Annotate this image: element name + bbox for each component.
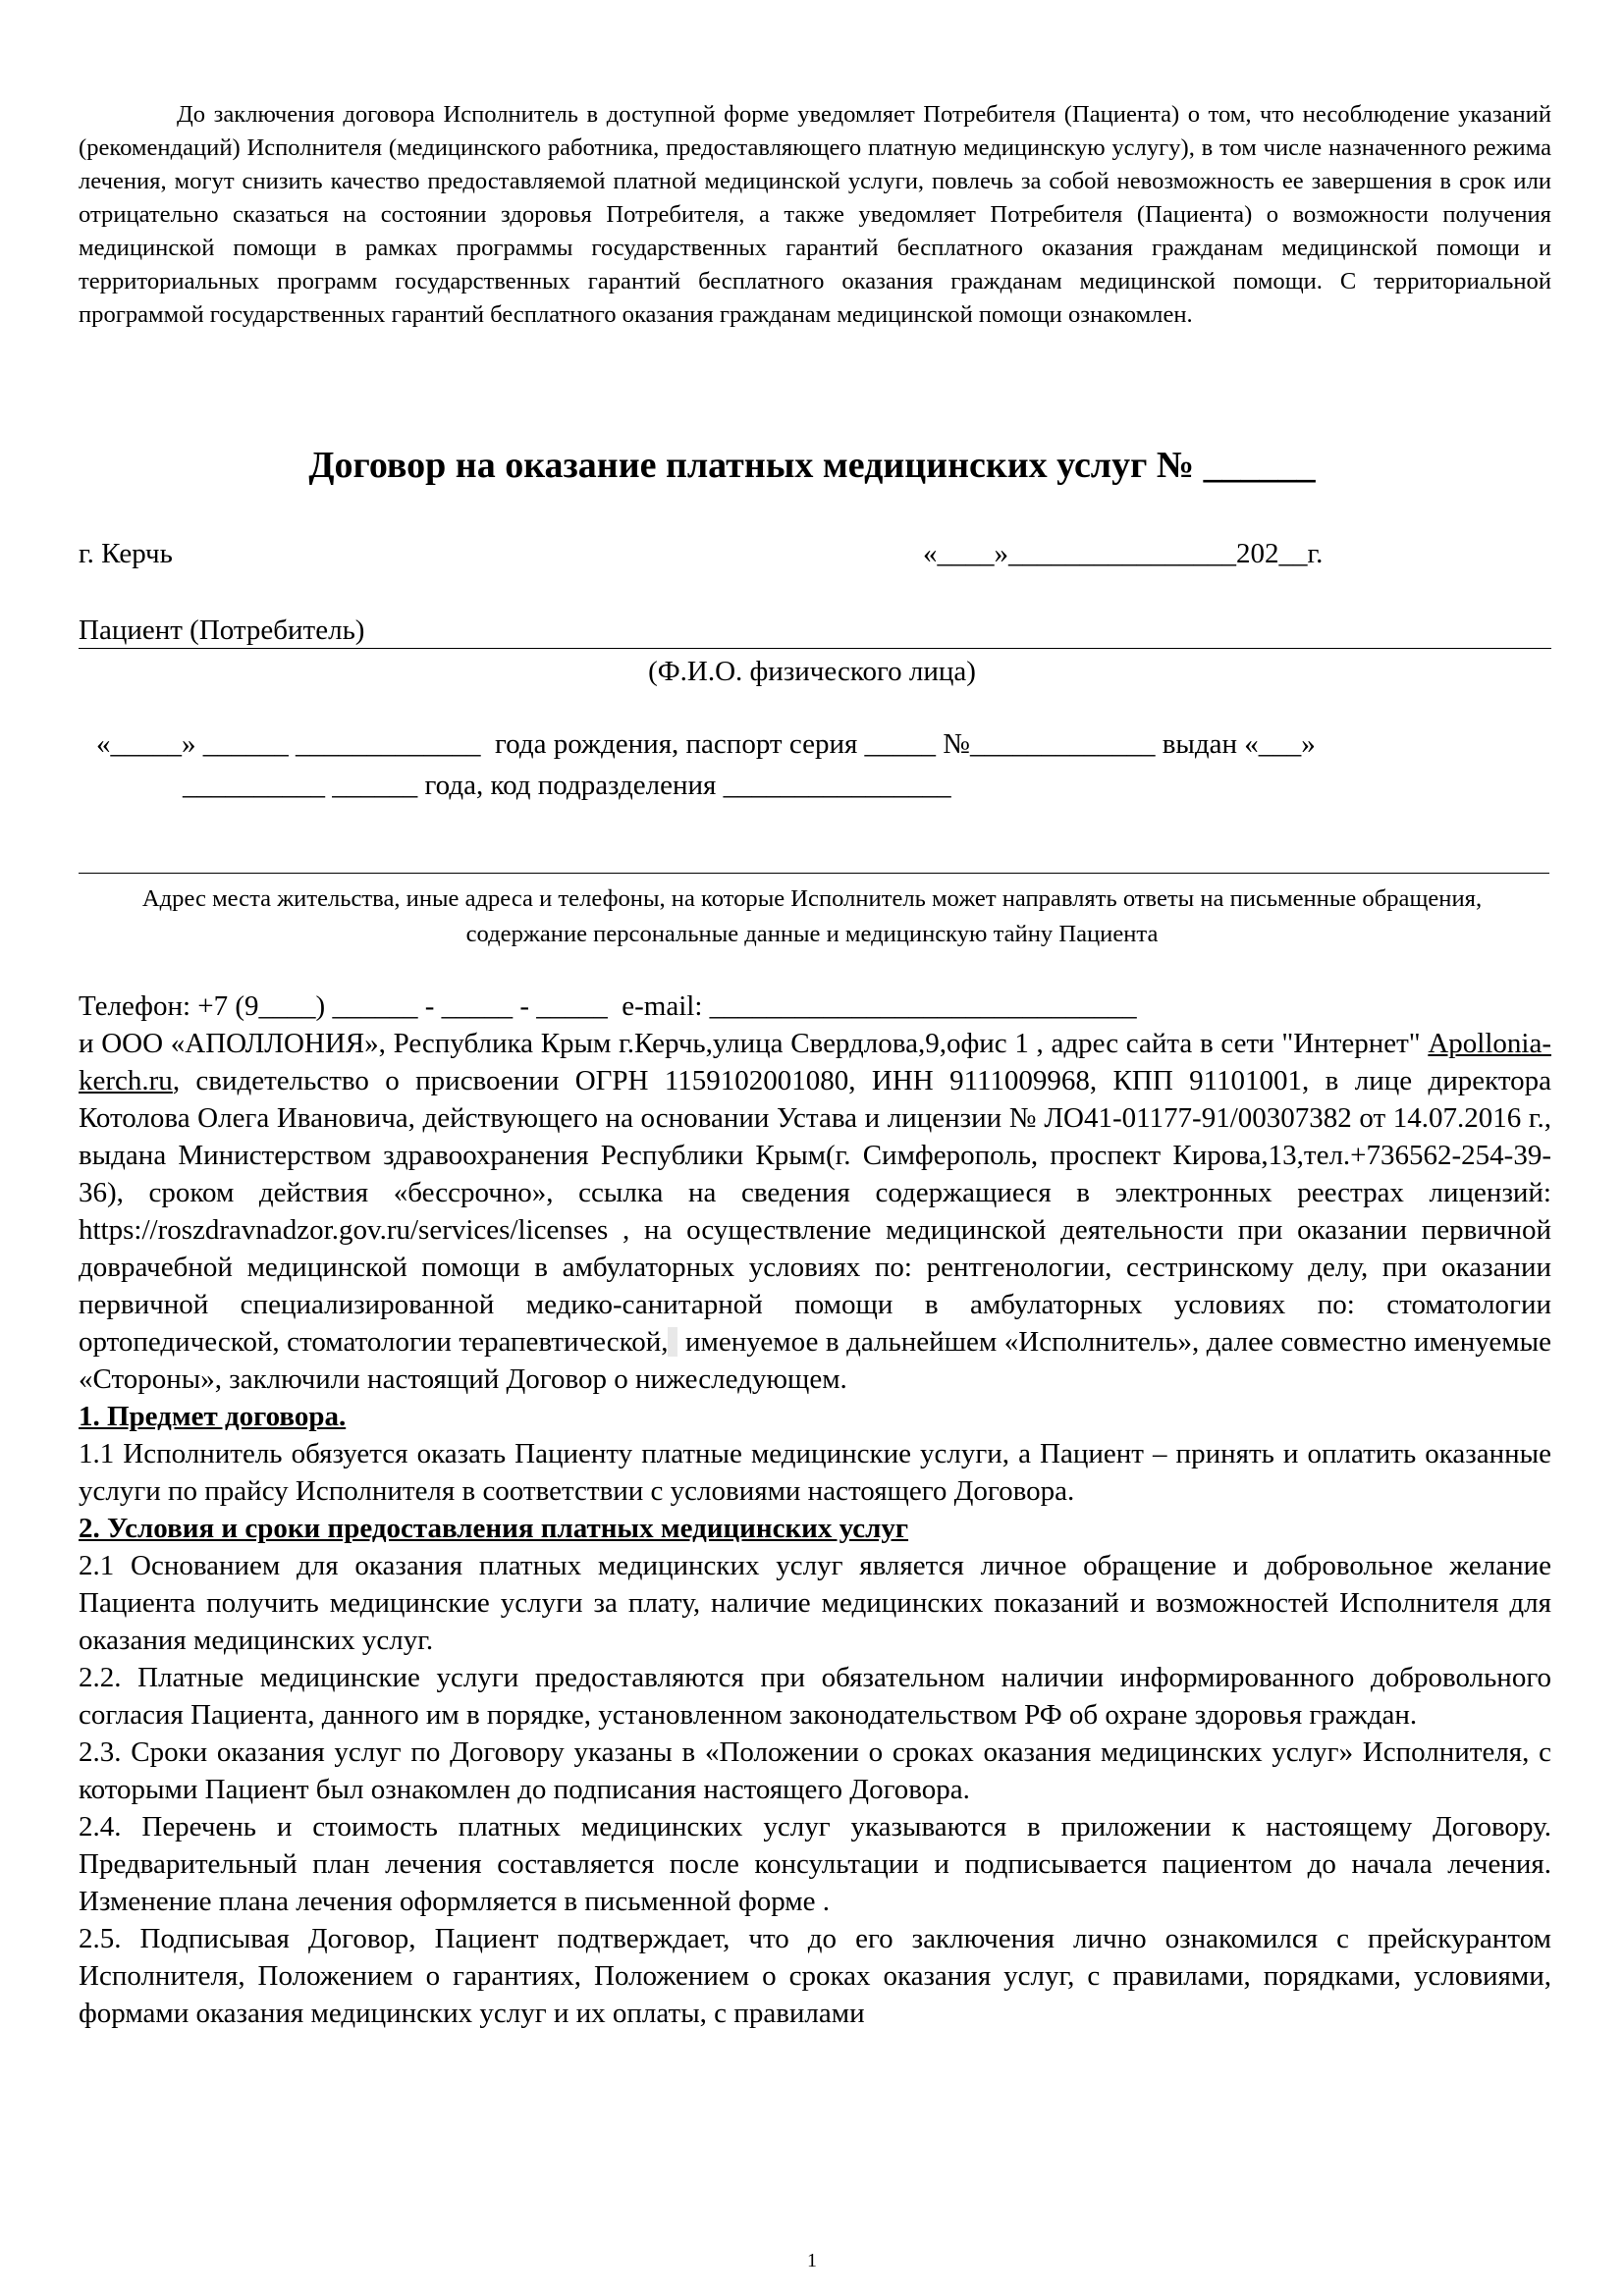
clause-2-1: 2.1 Основанием для оказания платных медицинских услуг является личное обращение и добровольное желание Пациента получить медицинские услуги за плату, наличие медицинских показаний и возможностей Исполнителя для оказания медицинских услуг. bbox=[79, 1550, 1551, 1656]
executor-text-3: именуемое в дальнейшем «Исполнитель», далее совместно именуемые «Стороны», заключили настоящий Договор о нижеследующем. bbox=[79, 1326, 1551, 1395]
patient-label: Пациент (Потребитель) bbox=[79, 614, 365, 646]
section-1-heading: 1. Предмет договора. bbox=[79, 1401, 347, 1432]
contract-title: Договор на оказание платных медицинских услуг № ______ bbox=[308, 445, 1316, 486]
birth-passport-line: «_____» ______ _____________ года рождения, паспорт серия _____ №_____________ выдан «___» bbox=[96, 728, 1316, 760]
address-caption: Адрес места жительства, иные адреса и телефоны, на которые Исполнитель может направлять ответы на письменные обращения, содержание персональные данные и медицинскую тайну Пациента bbox=[141, 885, 1483, 947]
fio-caption: (Ф.И.О. физического лица) bbox=[648, 656, 976, 687]
clause-2-5: 2.5. Подписывая Договор, Пациент подтверждает, что до его заключения лично ознакомился с прейскурантом Исполнителя, Положением о гарантиях, Положением о сроках оказания услуг, с правилами, порядками, условиями, формами оказания медицинских услуг и их оплаты, с правилами bbox=[79, 1923, 1551, 2029]
highlight-mark bbox=[668, 1327, 677, 1357]
clause-2-4: 2.4. Перечень и стоимость платных медицинских услуг указываются в приложении к настоящему Договору. Предварительный план лечения составляется после консультации и подписывается пациентом до начала лечения. Изменение плана лечения оформляется в письменной форме . bbox=[79, 1811, 1551, 1917]
clause-1-1: 1.1 Исполнитель обязуется оказать Пациенту платные медицинские услуги, а Пациент – принять и оплатить оказанные услуги по прайсу Исполнителя в соответствии с условиями настоящего Договора. bbox=[79, 1438, 1551, 1507]
executor-text-1: и ООО «АПОЛЛОНИЯ», Республика Крым г.Керчь,улица Свердлова,9,офис 1 , адрес сайта в сети "Интернет" bbox=[79, 1028, 1429, 1059]
clause-2-3: 2.3. Сроки оказания услуг по Договору указаны в «Положении о сроках оказания медицинских услуг» Исполнителя, с которыми Пациент был ознакомлен до подписания настоящего Договора. bbox=[79, 1736, 1551, 1805]
contract-body bbox=[79, 988, 1551, 2032]
phone-email-line: Телефон: +7 (9____) ______ - _____ - _____ e-mail: ______________________________ bbox=[79, 990, 1137, 1022]
clause-2-2: 2.2. Платные медицинские услуги предоставляются при обязательном наличии информированного добровольного согласия Пациента, данного им в порядке, установленном законодательством РФ об охране здоровья граждан. bbox=[79, 1662, 1551, 1731]
contract-date-field: «____»________________202__г. bbox=[923, 538, 1324, 569]
page-number: 1 bbox=[807, 2250, 817, 2271]
intro-paragraph: До заключения договора Исполнитель в доступной форме уведомляет Потребителя (Пациента) о том, что несоблюдение указаний (рекомендаций) Исполнителя (медицинского работника, предоставляющего платную медицинскую услугу), в том числе назначенного режима лечения, могут снизить качество предоставляемой платной медицинской услуги, повлечь за собой невозможность ее завершения в срок или отрицательно сказаться на состоянии здоровья Потребителя, а также уведомляет Потребителя (Пациента) о возможности получения медицинской помощи в рамках программы государственных гарантий бесплатного оказания гражданам медицинской помощи и территориальных программ государственных гарантий бесплатного оказания гражданам медицинской помощи. С территориальной программой государственных гарантий бесплатного оказания гражданам медицинской помощи ознакомлен. bbox=[79, 101, 1551, 328]
address-field-line bbox=[79, 873, 1549, 874]
contract-city: г. Керчь bbox=[79, 538, 173, 569]
patient-name-field bbox=[79, 613, 1551, 649]
executor-text-2: , свидетельство о присвоении ОГРН 1159102001080, ИНН 9111009968, КПП 91101001, в лице директора Котолова Олега Ивановича, действующего на основании Устава и лицензии № ЛО41-01177-91/00307382 от 14.07.2016 г., выдана Министерством здравоохранения Республики Крым(г. Симферополь, проспект Кирова,13,тел.+736562-254-39-36), сроком действия «бессрочно», ссылка на сведения содержащиеся в электронных реестрах лицензий: https://roszdravnadzor.gov.ru/services/licenses , на осуществление медицинской деятельности при оказании первичной доврачебной медицинской помощи в амбулаторных условиях по: рентгенологии, сестринскому делу, при оказании первичной специализированной медико-санитарной помощи в амбулаторных условиях по: стоматологии ортопедической, стоматологии терапевтической, bbox=[79, 1065, 1551, 1358]
website-link[interactable]: Apollonia-kerch.ru bbox=[79, 1028, 1551, 1096]
executor-paragraph bbox=[79, 1025, 1551, 1398]
section-2-heading: 2. Условия и сроки предоставления платных медицинских услуг bbox=[79, 1513, 909, 1544]
passport-issue-line: __________ ______ года, код подразделения ________________ bbox=[183, 770, 951, 801]
